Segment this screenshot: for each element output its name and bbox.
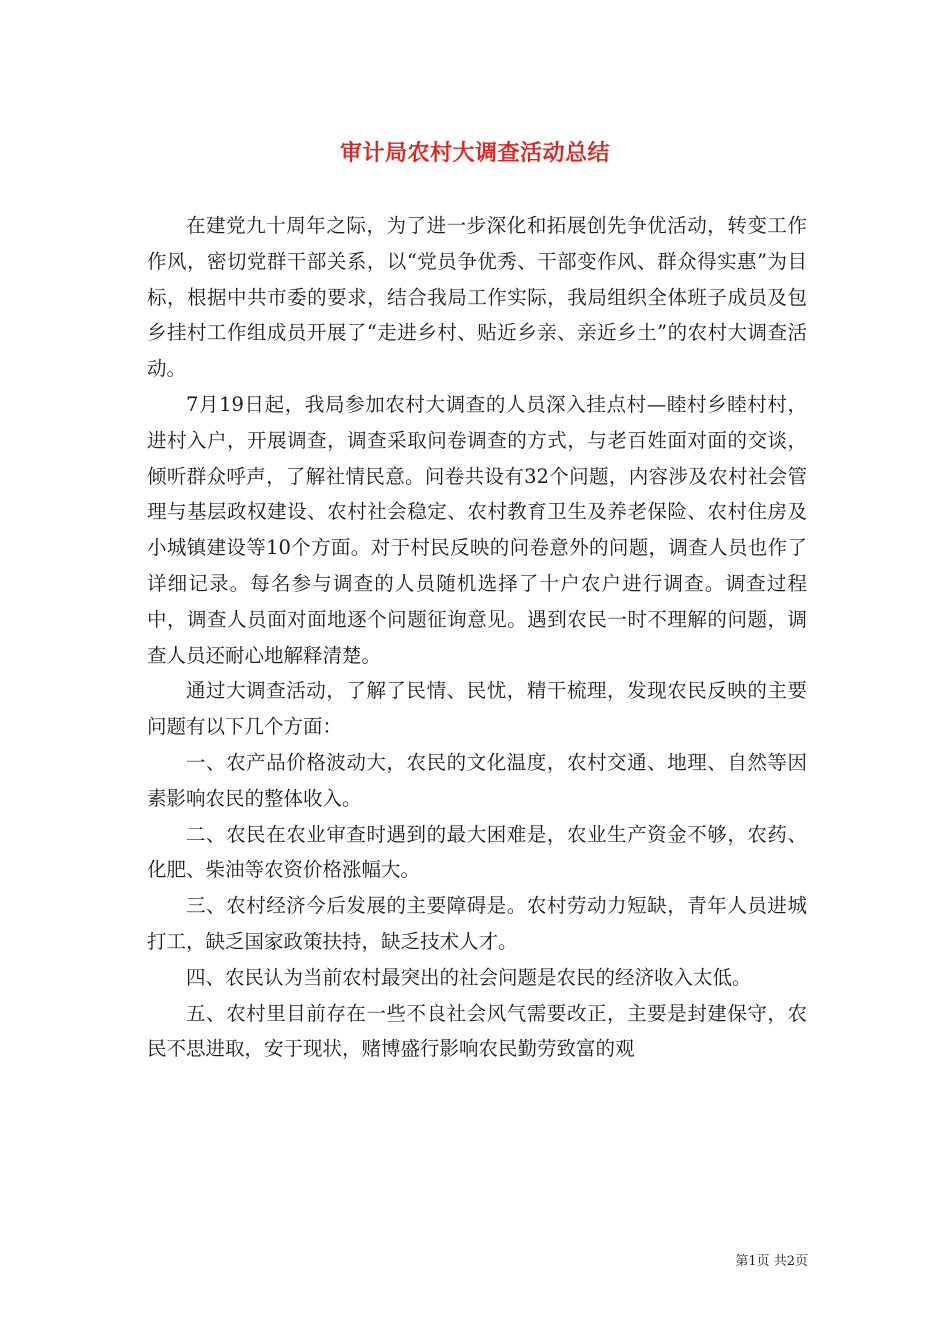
paragraph-item-2: 二、农民在农业审查时遇到的最大困难是，农业生产资金不够，农药、化肥、柴油等农资价格涨幅大。 xyxy=(147,822,807,882)
paragraph-item-5: 五、农村里目前存在一些不良社会风气需要改正，主要是封建保守，农民不思进取，安于现状，赌博盛行影响农民勤劳致富的观 xyxy=(147,1001,807,1061)
document-title: 审计局农村大调查活动总结 xyxy=(339,140,610,166)
page-number-footer: 第1页 共2页 xyxy=(735,1254,808,1269)
paragraph-intro: 在建党九十周年之际，为了进一步深化和拓展创先争优活动，转变工作作风，密切党群干部关系，以“党员争优秀、干部变作风、群众得实惠”为目标，根据中共市委的要求，结合我局工作实际，我局组织全体班子成员及包乡挂村工作组成员开展了“走进乡村、贴近乡亲、亲近乡土”的农村大调查活动。 xyxy=(147,214,807,381)
document-body xyxy=(147,208,807,1067)
paragraph-survey: 7月19日起，我局参加农村大调查的人员深入挂点村—睦村乡睦村村，进村入户，开展调查，调查采取问卷调查的方式，与老百姓面对面的交谈，倾听群众呼声，了解社情民意。问卷共设有32个问题，内容涉及农村社会管理与基层政权建设、农村社会稳定、农村教育卫生及养老保险、农村住房及小城镇建设等10个方面。对于村民反映的问卷意外的问题，调查人员也作了详细记录。每名参与调查的人员随机选择了十户农户进行调查。调查过程中，调查人员面对面地逐个问题征询意见。遇到农民一时不理解的问题，调查人员还耐心地解释清楚。 xyxy=(147,392,807,667)
paragraph-findings: 通过大调查活动，了解了民情、民忧，精干梳理，发现农民反映的主要问题有以下几个方面： xyxy=(147,679,807,739)
paragraph-item-1: 一、农产品价格波动大，农民的文化温度，农村交通、地理、自然等因素影响农民的整体收入。 xyxy=(147,750,807,810)
paragraph-item-4: 四、农民认为当前农村最突出的社会问题是农民的经济收入太低。 xyxy=(186,965,752,989)
paragraph-item-3: 三、农村经济今后发展的主要障碍是。农村劳动力短缺，青年人员进城打工，缺乏国家政策扶持，缺乏技术人才。 xyxy=(147,894,807,953)
